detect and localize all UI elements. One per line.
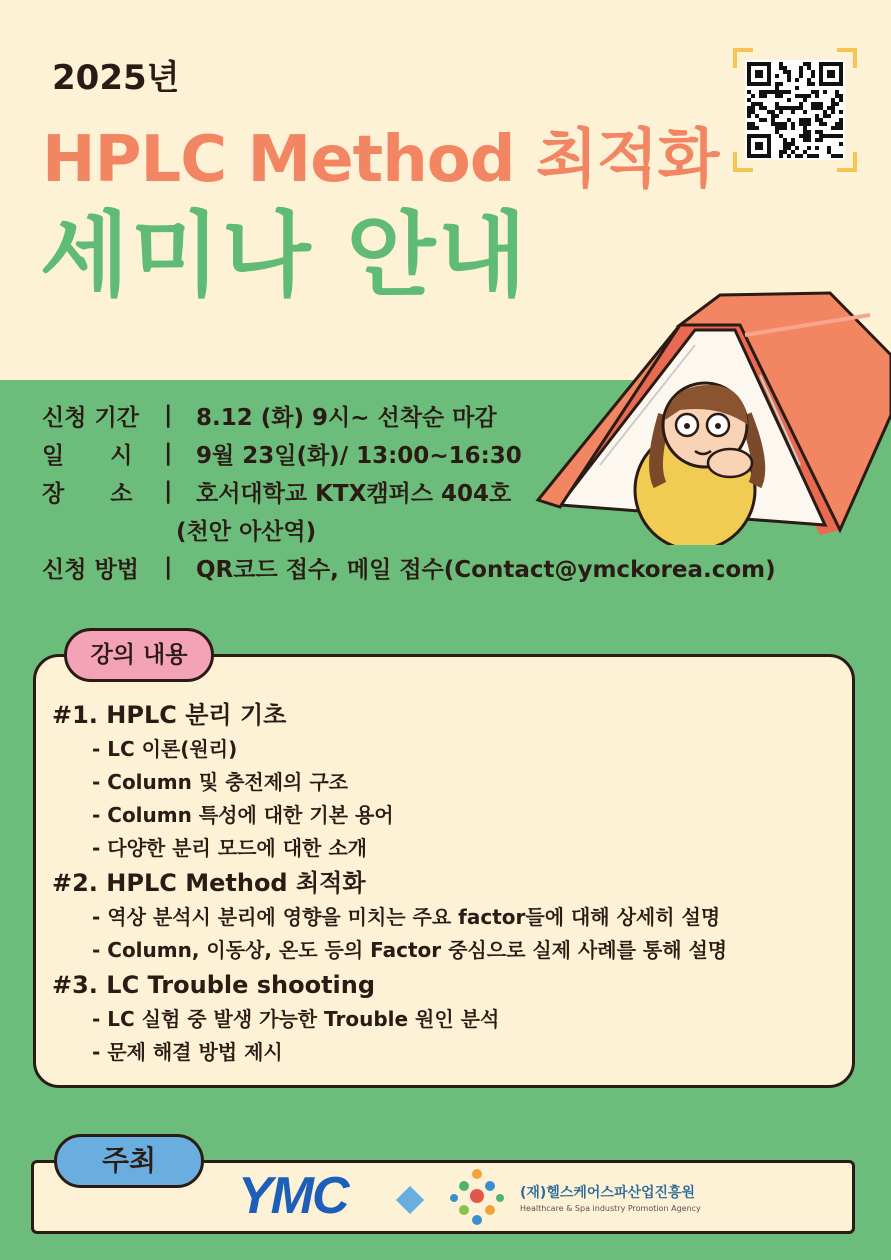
info-row-datetime — [42, 434, 776, 472]
section-title: #2. HPLC Method 최적화 — [52, 869, 366, 897]
list-item: - LC 이론(원리) — [92, 737, 238, 761]
info-row-location — [42, 472, 776, 510]
qr-code[interactable] — [733, 48, 857, 172]
agency-logo-icon — [442, 1166, 512, 1228]
event-info — [42, 396, 776, 586]
section-title: #3. LC Trouble shooting — [52, 971, 376, 999]
lecture-list — [52, 697, 727, 1069]
list-item: - 역상 분석시 분리에 영향을 미치는 주요 factor들에 대해 상세히 설명 — [92, 905, 721, 929]
info-value: 호서대학교 KTX캠퍼스 404호 — [196, 480, 512, 507]
title-line-1: HPLC Method 최적화 — [42, 123, 719, 197]
agency-name-english: Healthcare & Spa industry Promotion Agency — [520, 1204, 701, 1213]
list-item: - 문제 해결 방법 제시 — [92, 1040, 283, 1064]
ymc-logo: YMC — [238, 1167, 348, 1225]
title-line-2: 세미나 안내 — [40, 202, 529, 309]
list-item: - Column 특성에 대한 기본 용어 — [92, 803, 394, 827]
info-label: 신청 방법 — [42, 556, 139, 583]
info-value[interactable]: QR코드 접수, 메일 접수(Contact@ymckorea.com) — [196, 556, 776, 583]
info-row-period — [42, 396, 776, 434]
event-year: 2025년 — [52, 58, 180, 98]
info-label: 일 시 — [42, 442, 133, 469]
list-item: - Column 및 충전제의 구조 — [92, 770, 348, 794]
info-label: 신청 기간 — [42, 404, 139, 431]
info-value: 8.12 (화) 9시~ 선착순 마감 — [196, 404, 497, 431]
host-label: 주최 — [54, 1134, 204, 1188]
lecture-content-label: 강의 내용 — [64, 628, 214, 682]
list-item: - Column, 이동상, 온도 등의 Factor 중심으로 실제 사례를 통해 설명 — [92, 938, 728, 962]
info-separator: | — [164, 402, 173, 428]
list-item: - 다양한 분리 모드에 대한 소개 — [92, 836, 367, 860]
section-title: #1. HPLC 분리 기초 — [52, 701, 287, 729]
info-row-method — [42, 548, 776, 586]
info-location-sub: (천안 아산역) — [176, 518, 317, 545]
info-separator: | — [164, 554, 173, 580]
info-value: 9월 23일(화)/ 13:00~16:30 — [196, 442, 522, 469]
info-separator: | — [164, 440, 173, 466]
agency-name-korean: (재)헬스케어스파산업진흥원 — [520, 1185, 696, 1201]
info-label: 장 소 — [42, 480, 133, 507]
info-separator: | — [164, 478, 173, 504]
list-item: - LC 실험 중 발생 가능한 Trouble 원인 분석 — [92, 1007, 500, 1031]
